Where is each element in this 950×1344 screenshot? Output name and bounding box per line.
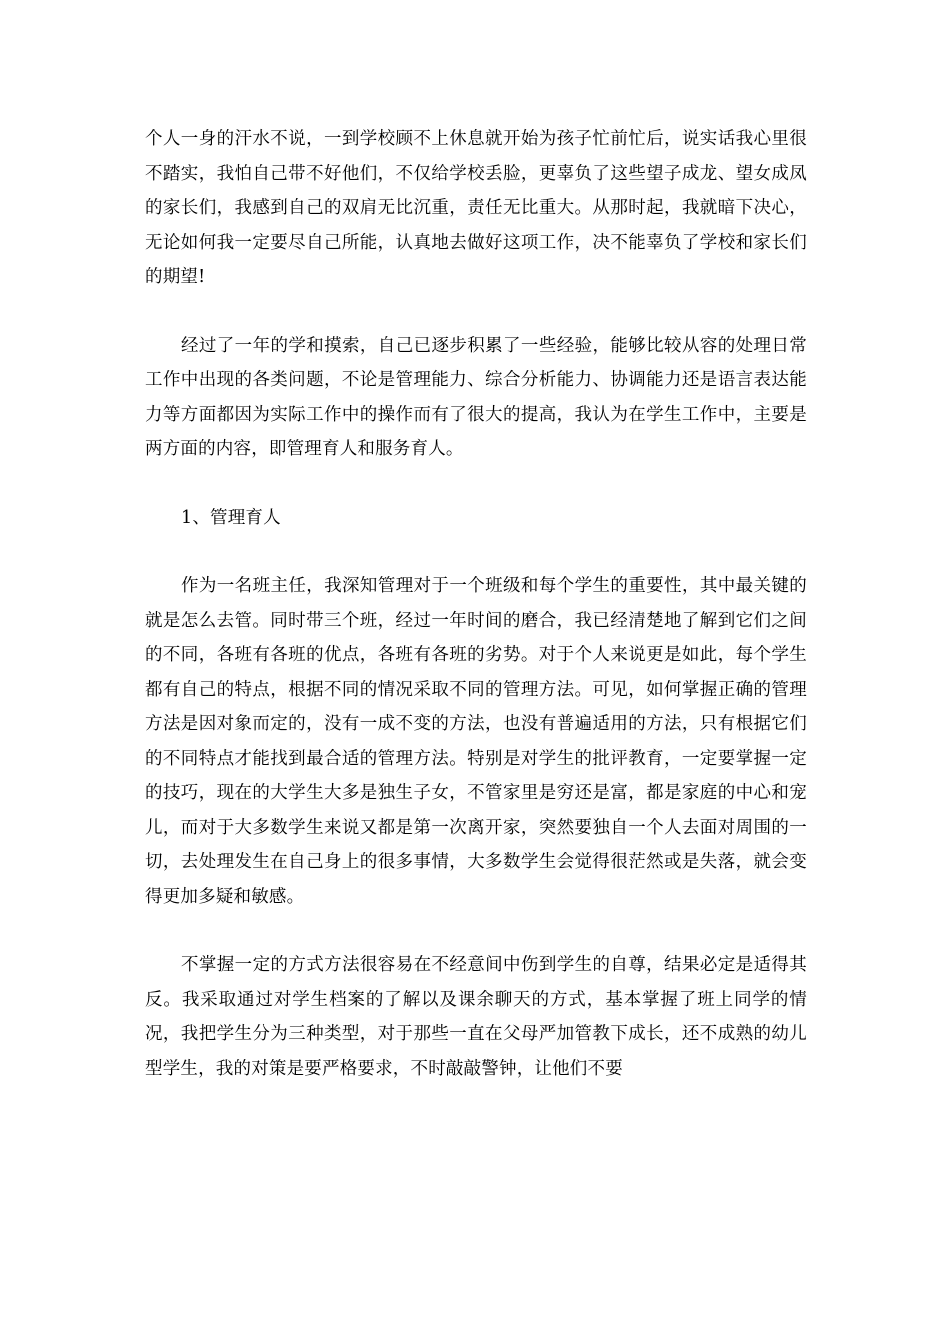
paragraph-experience: 经过了一年的学和摸索，自己已逐步积累了一些经验，能够比较从容的处理日常工作中出现的各类问题，不论是管理能力、综合分析能力、协调能力还是语言表达能力等方面都因为实际工作中的操作而有了很大的提高，我认为在学生工作中，主要是两方面的内容，即管理育人和服务育人。 xyxy=(145,335,807,459)
paragraph-intro-continuation: 个人一身的汗水不说，一到学校顾不上休息就开始为孩子忙前忙后，说实话我心里很不踏实，我怕自己带不好他们，不仅给学校丢脸，更辜负了这些望子成龙、望女成凤的家长们，我感到自己的双肩无比沉重，责任无比重大。从那时起，我就暗下决心，无论如何我一定要尽自己所能，认真地去做好这项工作，决不能辜负了学校和家长们的期望! xyxy=(145,129,807,287)
paragraph-methods: 不掌握一定的方式方法很容易在不经意间中伤到学生的自尊，结果必定是适得其反。我采取通过对学生档案的了解以及课余聊天的方式，基本掌握了班上同学的情况，我把学生分为三种类型，对于那些一直在父母严加管教下成长，还不成熟的幼儿型学生，我的对策是要严格要求，不时敲敲警钟，让他们不要 xyxy=(145,955,807,1079)
section-heading: 1、管理育人 xyxy=(181,507,281,528)
paragraph-class-teacher: 作为一名班主任，我深知管理对于一个班级和每个学生的重要性，其中最关键的就是怎么去管。同时带三个班，经过一年时间的磨合，我已经清楚地了解到它们之间的不同，各班有各班的优点，各班有各班的劣势。对于个人来说更是如此，每个学生都有自己的特点，根据不同的情况采取不同的管理方法。可见，如何掌握正确的管理方法是因对象而定的，没有一成不变的方法，也没有普遍适用的方法，只有根据它们的不同特点才能找到最合适的管理方法。特别是对学生的批评教育，一定要掌握一定的技巧，现在的大学生大多是独生子女，不管家里是穷还是富，都是家庭的中心和宠儿，而对于大多数学生来说又都是第一次离开家，突然要独自一个人去面对周围的一切，去处理发生在自己身上的很多事情，大多数学生会觉得很茫然或是失落，就会变得更加多疑和敏感。 xyxy=(145,576,807,907)
document-body xyxy=(145,122,807,1120)
